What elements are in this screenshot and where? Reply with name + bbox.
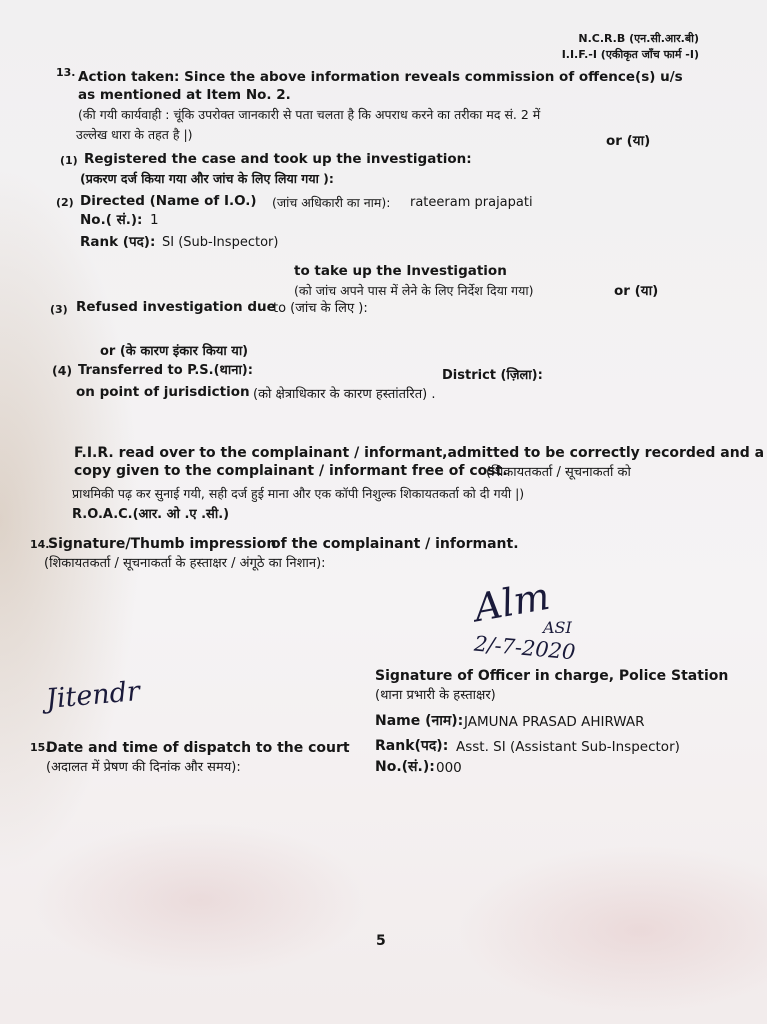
officer-rank-label: Rank(पद): [375,738,449,754]
officer-sig-title: Signature of Officer in charge, Police Station [375,668,729,684]
sub1-number: (1) [60,154,78,167]
item14-title-bold: Signature/Thumb impression [48,536,277,552]
item13-title-line1: Action taken: Since the above information reveals commission of offence(s) u/s [78,69,683,85]
sub2-hindi-label: (जांच अधिकारी का नाम): [272,195,391,210]
officer-signature-tag: ASI [543,618,572,637]
sub2-or: or (या) [614,283,659,299]
sub2-number: (2) [56,196,74,209]
page-number: 5 [376,933,386,949]
fir-line3: प्राथमिकी पढ़ कर सुनाई गयी, सही दर्ज हुई माना और एक कॉपी निशुल्क शिकायतकर्ता को दी गयी |) [72,486,525,501]
header-code: N.C.R.B (एन.सी.आर.बी) [578,32,699,45]
item13-number: 13. [56,66,76,79]
sub4-jurisdiction-label: on point of jurisdiction [76,384,250,400]
item15-number: 15. [30,741,50,754]
item13-hindi-line2: उल्लेख धारा के तहत है |) [76,127,193,142]
sub3-or: or (के कारण इंकार किया या) [100,344,249,359]
item13-or: or (या) [606,133,651,149]
item14-number: 14. [30,538,50,551]
officer-signature-date: 2/-7-2020 [473,631,577,665]
sub4-label: Transferred to P.S.(थाना): [78,363,253,378]
officer-no-label: No.(सं.): [375,759,435,775]
officer-sig-hindi: (थाना प्रभारी के हस्ताक्षर) [375,688,496,703]
fir-roac: R.O.A.C.(आर. ओ .ए .सी.) [72,507,230,522]
sub4-jurisdiction-hindi: (को क्षेत्राधिकार के कारण हस्तांतरित) . [253,387,436,402]
item15-title: Date and time of dispatch to the court [46,740,350,756]
sub2-take-up-hindi: (को जांच अपने पास में लेने के लिए निर्देश दिया गया) [294,283,534,298]
sub2-no-value: 1 [150,212,159,228]
item15-hindi: (अदालत में प्रेषण की दिनांक और समय): [46,760,241,775]
header-form: I.I.F.-I (एकीकृत जाँच फार्म -I) [561,48,699,61]
officer-rank-value: Asst. SI (Assistant Sub-Inspector) [456,739,680,755]
item13-title-line2: as mentioned at Item No. 2. [78,87,291,103]
officer-name-label: Name (नाम): [375,713,464,729]
item14-title-rest: of the complainant / informant. [271,536,519,552]
sub2-take-up: to take up the Investigation [294,263,507,279]
sub4-district: District (ज़िला): [442,368,543,383]
sub1-text: Registered the case and took up the investigation: [84,151,472,167]
officer-signature: Alm [470,573,553,631]
sub3-number: (3) [50,303,68,316]
item14-hindi: (शिकायतकर्ता / सूचनाकर्ता के हस्ताक्षर / अंगूठे का निशान): [44,556,326,571]
complainant-signature: Jitendr [44,675,142,716]
sub2-rank-label: Rank (पद): [80,234,156,250]
sub3-label: Refused investigation due [76,299,276,315]
officer-no-value: 000 [436,760,462,776]
fir-line2-hi: (शिकायतकर्ता / सूचनाकर्ता को [486,465,631,480]
sub2-label: Directed (Name of I.O.) [80,193,257,209]
item13-hindi-line1: (की गयी कार्यवाही : चूंकि उपरोक्त जानकारी से पता चलता है कि अपराध करने का तरीका मद सं. 2 में [78,107,541,122]
sub1-hindi: (प्रकरण दर्ज किया गया और जांच के लिए लिया गया ): [80,171,334,186]
fir-line1: F.I.R. read over to the complainant / informant,admitted to be correctly recorded and a [74,445,765,461]
sub3-to: to (जांच के लिए ): [273,301,368,316]
sub2-io-name: rateeram prajapati [410,195,533,210]
sub2-no-label: No.( सं.): [80,212,143,228]
sub2-rank-value: SI (Sub-Inspector) [162,235,279,250]
fir-line2-en: copy given to the complainant / informant free of cost. [74,463,508,479]
sub4-number: (4) [52,363,73,378]
officer-name-value: JAMUNA PRASAD AHIRWAR [464,714,645,730]
